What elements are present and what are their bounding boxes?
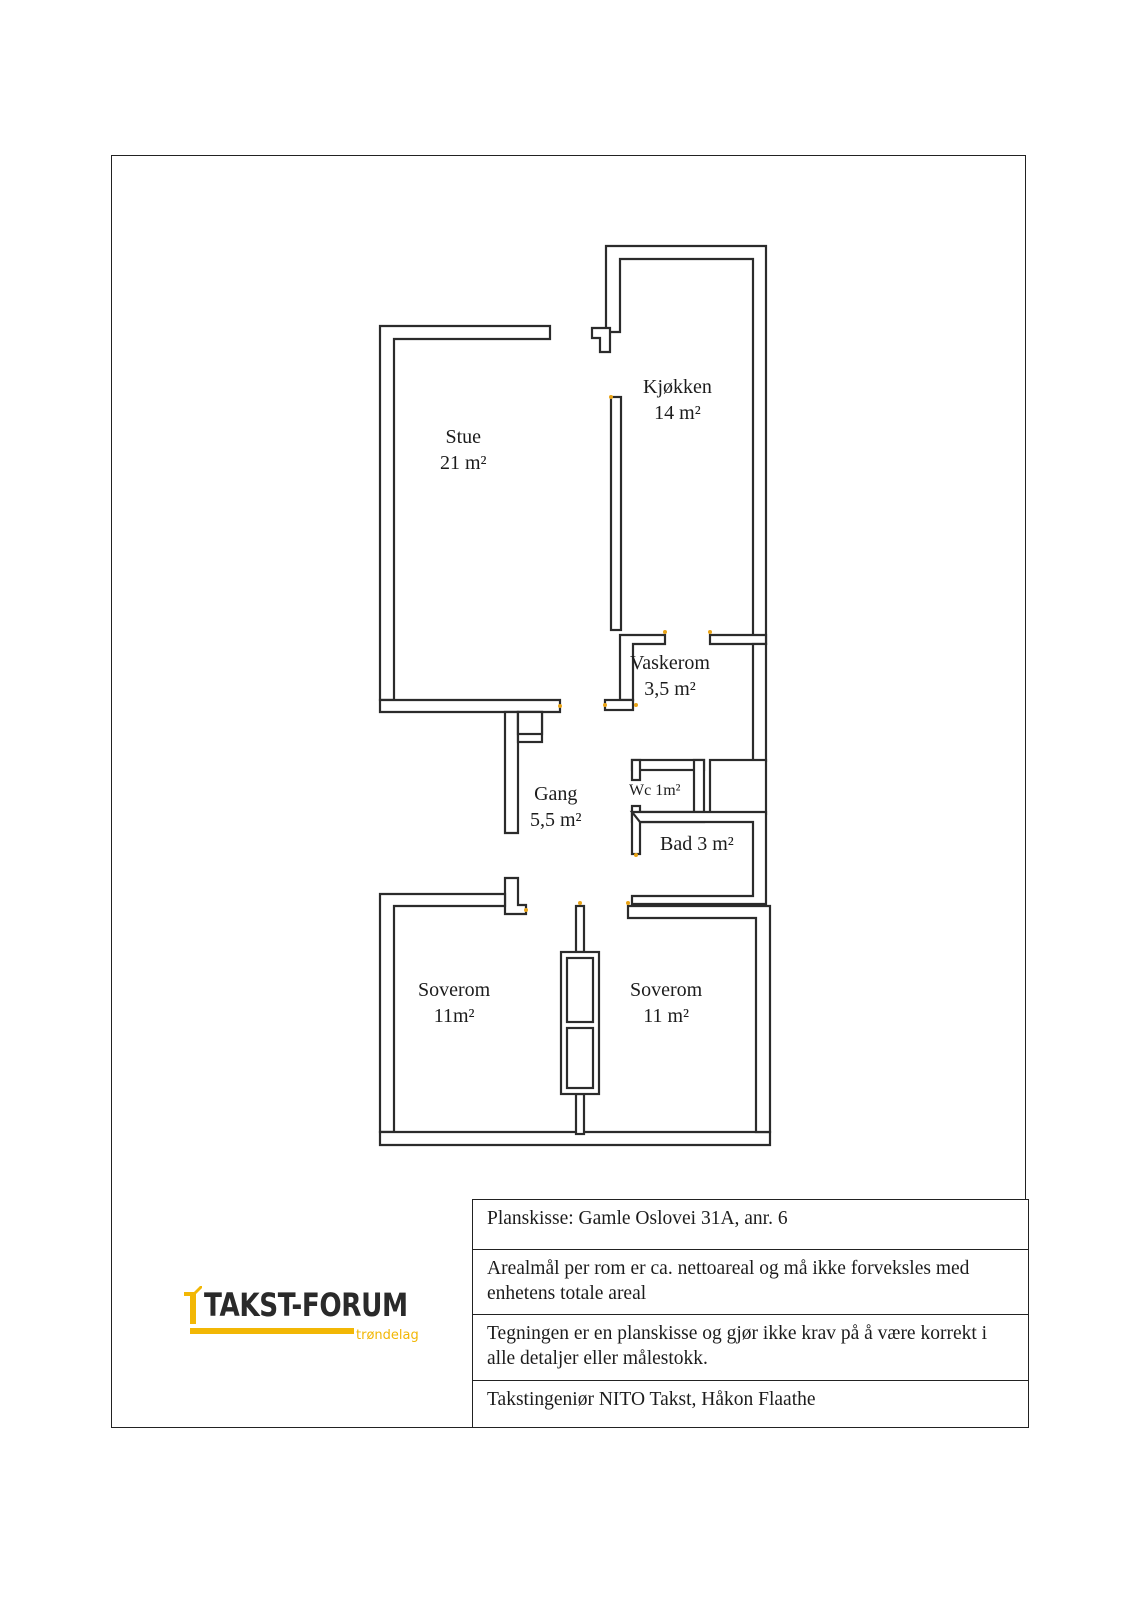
room-soverom-1 (418, 977, 490, 1029)
room-label-text: Bad 3 m² (660, 833, 734, 855)
stue-walls (380, 326, 560, 712)
room-name: Gang (534, 783, 578, 805)
room-area: 21 m² (440, 452, 487, 474)
takst-forum-logo (180, 1286, 420, 1342)
room-kjokken (643, 374, 712, 426)
room-name: Vaskerom (630, 652, 710, 674)
info-author: Takstingeniør NITO Takst, Håkon Flaathe (487, 1389, 816, 1410)
room-soverom-2 (630, 977, 702, 1029)
room-name: Soverom (418, 979, 491, 1001)
wardrobe (561, 952, 599, 1094)
logo-region: trøndelag (356, 1328, 419, 1343)
room-wc (629, 778, 680, 804)
room-area: 11m² (433, 1005, 475, 1027)
room-gang (530, 781, 582, 833)
room-name: Soverom (630, 979, 703, 1001)
info-area-note: Arealmål per rom er ca. nettoareal og må ikke forveksles med enhetens totale areal (473, 1250, 1028, 1315)
info-disclaimer: Tegningen er en planskisse og gjør ikke krav på å være korrekt i alle detaljer eller målestokk. (473, 1315, 1028, 1381)
room-bad (660, 831, 734, 857)
info-box (472, 1199, 1029, 1428)
room-stue (440, 424, 487, 476)
room-name: Kjøkken (643, 376, 712, 398)
room-label-text: Wc 1m² (629, 782, 681, 799)
kjokken-walls (592, 246, 766, 644)
room-vaskerom (630, 650, 710, 702)
room-name: Stue (445, 426, 482, 448)
room-area: 14 m² (654, 402, 701, 424)
room-area: 5,5 m² (530, 809, 582, 831)
room-area: 11 m² (643, 1005, 690, 1027)
logo-name: TAKST-FORUM (204, 1286, 408, 1324)
info-title: Planskisse: Gamle Oslovei 31A, anr. 6 (473, 1200, 1028, 1250)
room-area: 3,5 m² (644, 678, 696, 700)
